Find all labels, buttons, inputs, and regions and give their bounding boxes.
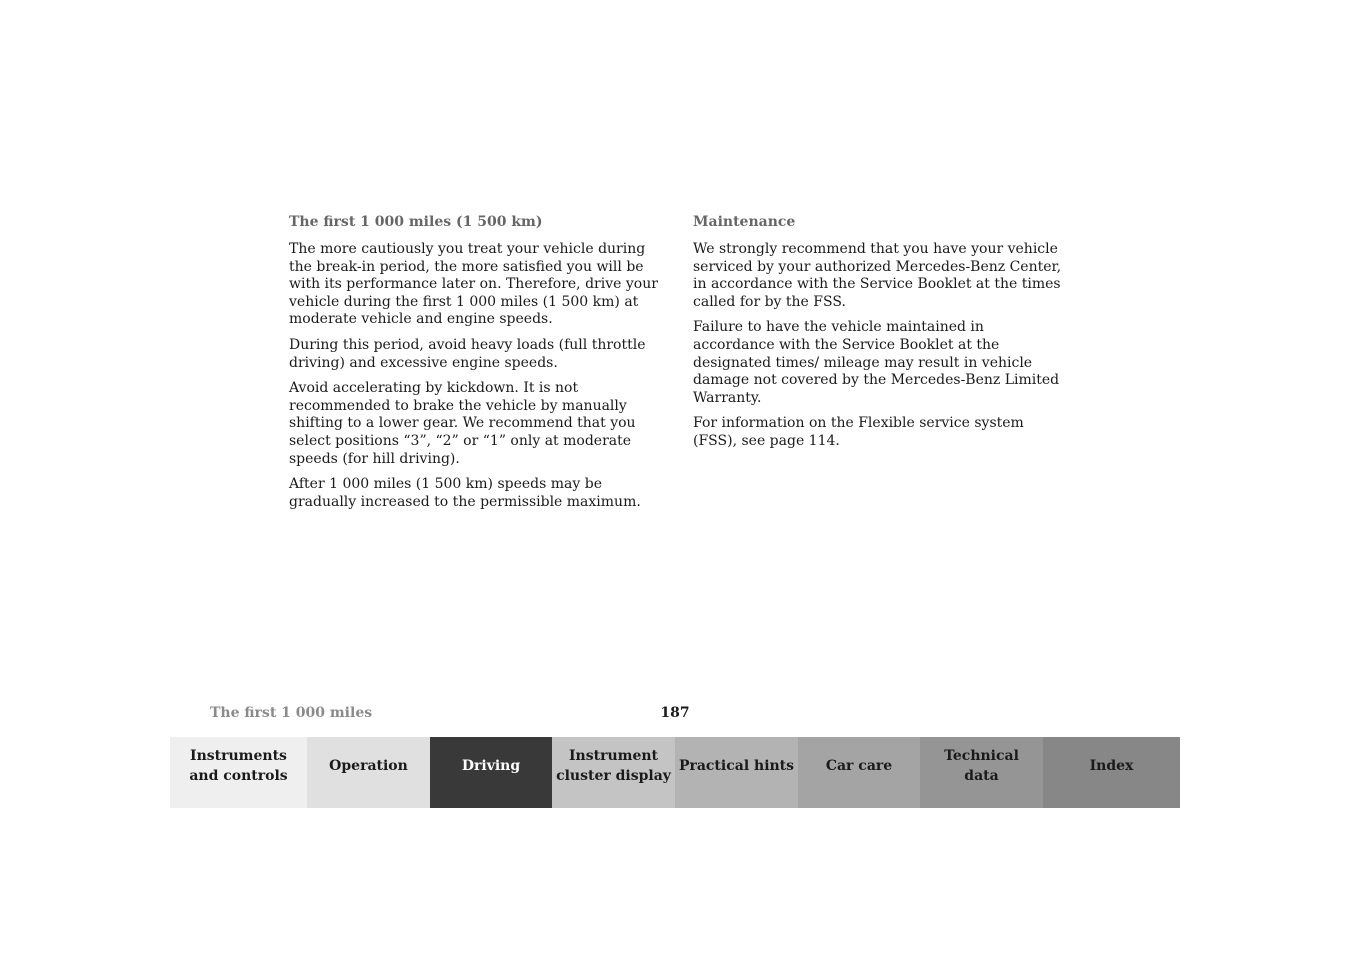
- paragraph: During this period, avoid heavy loads (full throttle driving) and excessive engine speeds.: [289, 336, 646, 371]
- tab-driving[interactable]: Driving: [430, 737, 552, 808]
- paragraph: After 1 000 miles (1 500 km) speeds may be gradually increased to the permissible maximum.: [289, 476, 641, 510]
- paragraph: Avoid accelerating by kickdown. It is not recommended to brake the vehicle by manually shifting to a lower gear. We recommend that you select positions “3”, “2” or “1” only at moderate speeds (for hill driving).: [289, 380, 636, 467]
- tab-instruments-and-controls[interactable]: Instruments and controls: [170, 737, 307, 808]
- paragraph: We strongly recommend that you have your vehicle serviced by your authorized Mercedes-Benz Center, in accordance with the Service Booklet at the times called for by the FSS.: [693, 241, 1062, 310]
- left-column: [289, 212, 661, 519]
- tab-technical-data[interactable]: Technical data: [920, 737, 1043, 808]
- paragraph: For information on the Flexible service system (FSS), see page 114.: [693, 415, 1024, 449]
- tab-operation[interactable]: Operation: [307, 737, 430, 808]
- tab-car-care[interactable]: Car care: [798, 737, 920, 808]
- section-heading-first-1000-miles: The first 1 000 miles (1 500 km): [289, 214, 543, 230]
- footer-section-title: The first 1 000 miles: [210, 705, 373, 721]
- chapter-tab-bar: [170, 737, 1180, 808]
- page-number: 187: [660, 705, 690, 721]
- paragraph: The more cautiously you treat your vehicle during the break-in period, the more satisfied you will be with its performance later on. Therefore, drive your vehicle during the first 1 000 miles (1 500 km) at moderate vehicle and engine speeds.: [289, 241, 658, 328]
- section-heading-maintenance: Maintenance: [693, 214, 796, 230]
- right-column: [693, 212, 1065, 459]
- tab-practical-hints[interactable]: Practical hints: [675, 737, 798, 808]
- tab-instrument-cluster-display[interactable]: Instrument cluster display: [552, 737, 675, 808]
- tab-index[interactable]: Index: [1043, 737, 1180, 808]
- paragraph: Failure to have the vehicle maintained in accordance with the Service Booklet at the designated times/ mileage may result in vehicle damage not covered by the Mercedes-Benz Limited Warranty.: [693, 319, 1060, 406]
